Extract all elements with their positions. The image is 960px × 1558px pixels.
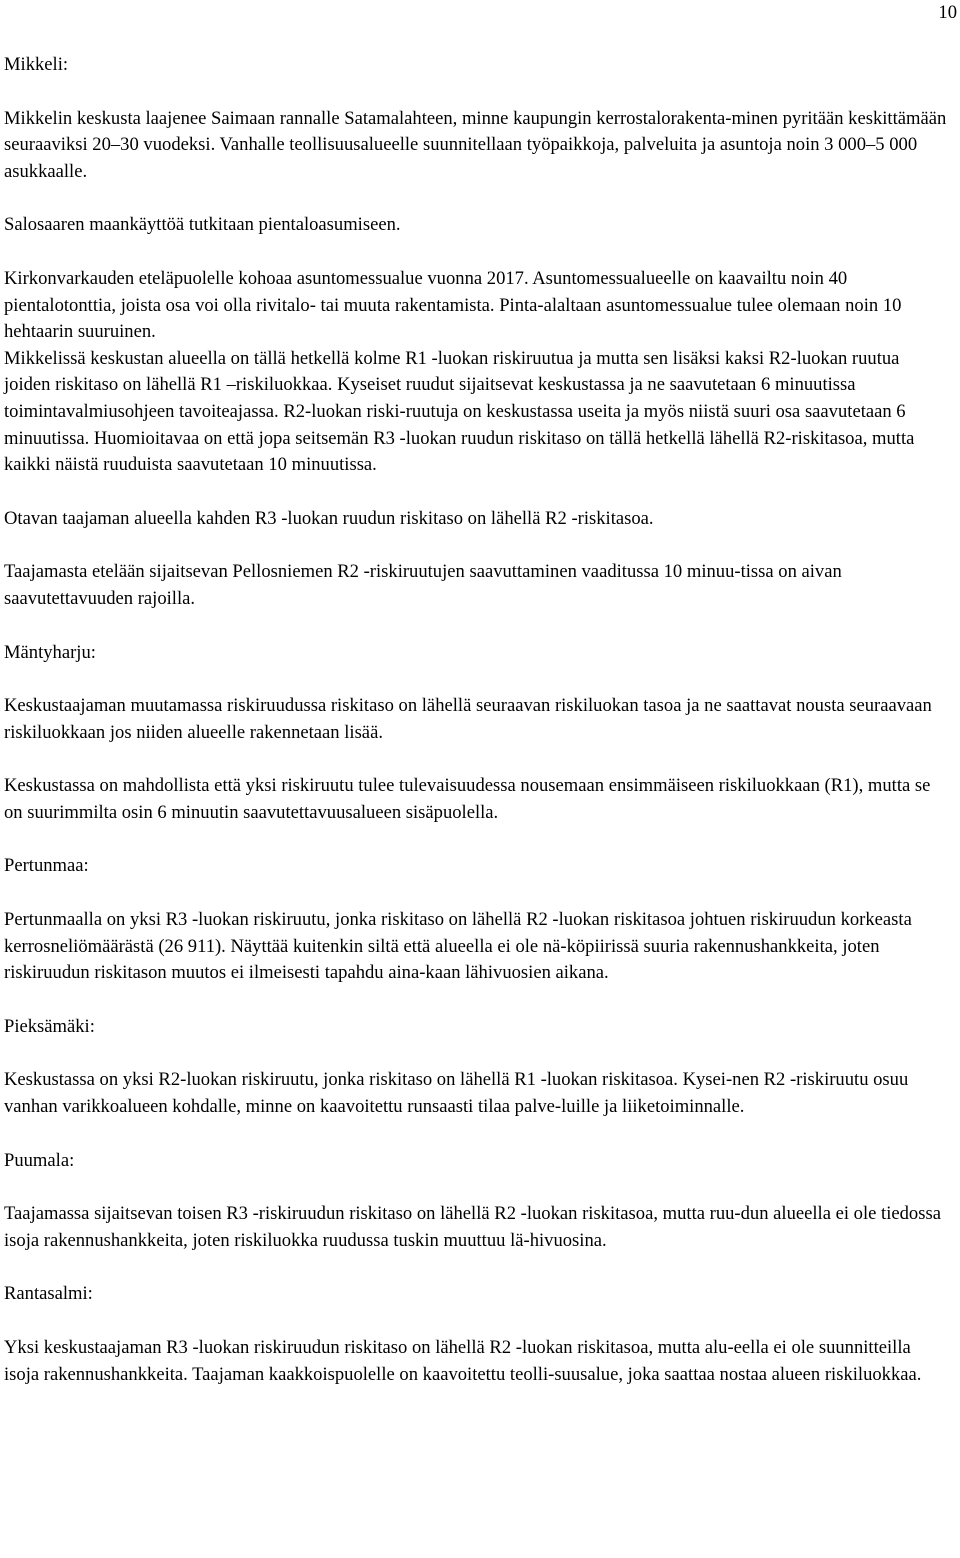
section-rantasalmi [4, 1281, 950, 1388]
page-number: 10 [938, 2, 957, 23]
paragraph: Yksi keskustaajaman R3 -luokan riskiruudun riskitaso on lähellä R2 -luokan riskitasoa, mutta alu-eella ei ole suunnitteilla isoja rakennushankkeita. Taajaman kaakkoispuolelle on kaavoitettu teolli-suusalue, joka saattaa nostaa alueen riskiluokkaa. [4, 1337, 922, 1385]
paragraph: Kirkonvarkauden eteläpuolelle kohoaa asuntomessualue vuonna 2017. Asuntomessualueelle on kaavailtu noin 40 pientalotonttia, joista osa voi olla rivitalo- tai muuta rakentamista. Pinta-alaltaan asuntomessualue tulee olemaan noin 10 hehtaarin suuruinen. [4, 267, 902, 343]
section-puumala [4, 1148, 950, 1255]
paragraph: Salosaaren maankäyttöä tutkitaan pientaloasumiseen. [4, 214, 401, 236]
section-heading: Pertunmaa: [4, 855, 89, 877]
section-heading: Mäntyharju: [4, 641, 96, 663]
paragraph: Taajamassa sijaitsevan toisen R3 -riskiruudun riskitaso on lähellä R2 -luokan riskitasoa, mutta ruu-dun alueella ei ole tiedossa isoja rakennushankkeita, joten riskiluokka ruudussa tuskin muuttuu lä-hivuosina. [4, 1203, 941, 1251]
paragraph: Otavan taajaman alueella kahden R3 -luokan ruudun riskitaso on lähellä R2 -riskitasoa. [4, 507, 654, 529]
section-heading: Rantasalmi: [4, 1283, 93, 1305]
section-pertunmaa [4, 853, 950, 986]
section-heading: Pieksämäki: [4, 1015, 95, 1037]
paragraph: Keskustassa on mahdollista että yksi riskiruutu tulee tulevaisuudessa nousemaan ensimmäiseen riskiluokkaan (R1), mutta se on suurimmilta osin 6 minuutin saavutettavuusalueen sisäpuolella. [4, 775, 931, 823]
section-heading: Mikkeli: [4, 54, 69, 75]
section-pieksamaki [4, 1014, 950, 1121]
paragraph: Mikkelin keskusta laajenee Saimaan rannalle Satamalahteen, minne kaupungin kerrostalorakenta-minen pyritään keskittämään seuraaviksi 20–30 vuodeksi. Vanhalle teollisuusalueelle suunnitellaan työpaikkoja, palveluita ja asuntoja noin 3 000–5 000 asukkaalle. [4, 107, 947, 182]
paragraph: Pertunmaalla on yksi R3 -luokan riskiruutu, jonka riskitaso on lähellä R2 -luokan riskitasoa johtuen riskiruudun korkeasta kerrosneliömäärästä (26 911). Näyttää kuitenkin siltä että alueella ei ole nä-köpiirissä suuria rakennushankkeita, joten riskiruudun riskitason muutos ei ilmeisesti tapahdu aina-kaan lähivuosien aikana. [4, 909, 912, 984]
document-body [4, 52, 950, 1388]
paragraph: Keskustassa on yksi R2-luokan riskiruutu, jonka riskitaso on lähellä R1 -luokan riskitasoa. Kysei-nen R2 -riskiruutu osuu vanhan varikkoalueen kohdalle, minne on kaavoitettu runsaasti tilaa palve-luille ja liiketoiminnalle. [4, 1069, 909, 1118]
paragraph: Taajamasta etelään sijaitsevan Pellosniemen R2 -riskiruutujen saavuttaminen vaaditussa 10 minuu-tissa on aivan saavutettavuuden rajoilla. [4, 561, 842, 609]
section-mantyharju [4, 640, 950, 827]
paragraph: Mikkelissä keskustan alueella on tällä hetkellä kolme R1 -luokan riskiruutua ja mutta sen lisäksi kaksi R2-luokan ruutua joiden riskitaso on lähellä R1 –riskiluokkaa. Kyseiset ruudut sijaitsevat keskustassa ja ne saavutetaan 6 minuutissa toimintavalmiusohjeen tavoiteajassa. R2-luokan riski-ruutuja on keskustassa useita ja myös niistä suuri osa saavutetaan 6 minuutissa. Huomioitavaa on että jopa seitsemän R3 -luokan ruudun riskitaso on tällä hetkellä lähellä R2-riskitasoa, mutta kaikki näistä ruuduista saavutetaan 10 minuutissa. [4, 347, 915, 476]
paragraph: Keskustaajaman muutamassa riskiruudussa riskitaso on lähellä seuraavan riskiluokan tasoa ja ne saattavat nousta seuraavaan riskiluokkaan jos niiden alueelle rakennetaan lisää. [4, 695, 932, 743]
section-mikkeli [4, 52, 950, 613]
section-heading: Puumala: [4, 1149, 75, 1171]
